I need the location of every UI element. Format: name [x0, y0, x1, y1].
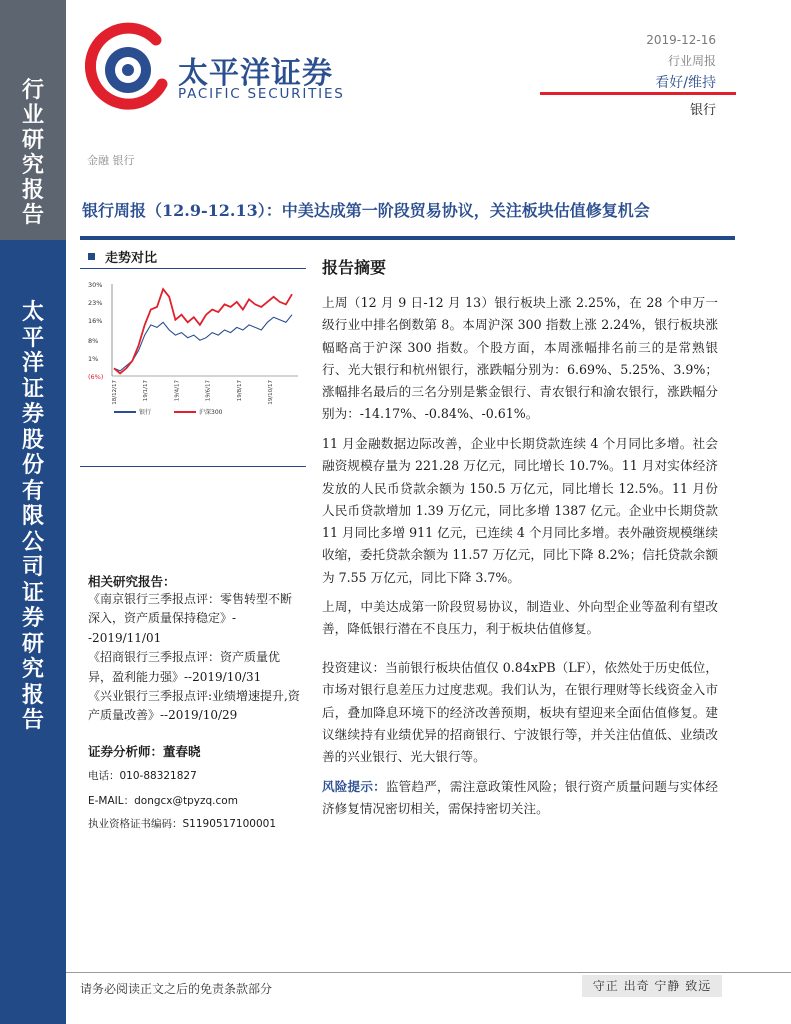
chart-legend-label: 银行	[139, 409, 152, 416]
sidebar-char: 洋	[21, 351, 44, 376]
sidebar-char: 平	[21, 325, 44, 351]
chart-x-tick-label: 19/4/17	[174, 380, 181, 402]
sidebar-char: 告	[21, 708, 44, 733]
sidebar-char: 证	[21, 580, 44, 606]
sidebar-char: 报	[21, 178, 44, 203]
sector-label: 银行	[689, 103, 716, 118]
chart-y-tick-label: 16%	[88, 316, 103, 325]
bullet-square-icon	[88, 253, 95, 260]
sidebar-char: 究	[21, 657, 44, 682]
trend-chart	[86, 274, 304, 424]
sidebar-char: 研	[21, 128, 44, 153]
sidebar-char: 券	[21, 402, 44, 427]
chart-series-line	[114, 289, 292, 373]
pacific-logo-icon	[84, 22, 172, 112]
sidebar-char: 限	[21, 504, 44, 529]
sidebar-char: 司	[21, 555, 44, 580]
chart-x-tick-label: 19/8/17	[236, 380, 243, 402]
sidebar-char: 证	[21, 376, 44, 402]
sidebar-char: 份	[21, 453, 44, 478]
chart-x-tick-label: 19/10/17	[268, 380, 274, 405]
sidebar-char: 股	[21, 427, 44, 453]
related-reports-list	[88, 590, 300, 726]
chart-y-tick-label: 1%	[88, 355, 99, 364]
summary-paragraph: 投资建议：当前银行板块估值仅 0.84xPB（LF），依然处于历史低位，市场对银行息差压力过度悲观。我们认为，在银行理财等长线资金入市后，叠加降息环境下的经济改善预期，板块有望迎来全面估值修复。建议继续持有业绩优异的招商银行、宁波银行等，并关注估值低、业绩改善的兴业银行、光大银行等。	[322, 660, 718, 765]
chart-series-line	[114, 315, 292, 371]
footer-disclaimer: 请务必阅读正文之后的免责条款部分	[80, 982, 273, 996]
summary-paragraph: 11 月金融数据边际改善，企业中长期贷款连续 4 个月同比多增。社会融资规模存量为 221.28 万亿元，同比增长 10.7%。11 月对实体经济发放的人民币贷款余额为 150.5 万亿元，同比增长 12.5%。11 月份人民币贷款增加 1.39 万亿元，同比多增 1387 亿元。企业中长期贷款 11 月同比多增 911 亿元，已连续 4 个月同比多增。表外融资规模继续收缩，委托贷款余额为 11.57 万亿元，同比下降 8.2%；信托贷款余额为 7.55 万亿元，同比下降 3.7%。	[322, 436, 718, 585]
analyst-name: 证券分析师：董春晓	[88, 744, 201, 759]
risk-text: 监管趋严，需注意政策性风险；银行资产质量问题与实体经济修复情况密切相关，需保持密切关注。	[322, 779, 719, 817]
trend-section-bottom-rule	[80, 466, 306, 467]
related-reports-title: 相关研究报告：	[88, 574, 176, 589]
analyst-license: 执业资格证书编码：S1190517100001	[88, 818, 277, 830]
brand-name-en: PACIFIC SECURITIES	[178, 86, 345, 102]
sidebar-char: 报	[21, 682, 44, 708]
sidebar-char: 行	[21, 78, 44, 103]
footer-motto: 守正 出奇 宁静 致远	[582, 975, 722, 997]
chart-legend-label: 沪深300	[199, 409, 223, 416]
header-divider	[540, 92, 736, 95]
chart-x-tick-label: 19/1/17	[143, 380, 150, 402]
sidebar-char: 研	[21, 631, 44, 657]
risk-label: 风险提示：	[322, 779, 386, 794]
chart-y-tick-label: 8%	[88, 337, 99, 346]
chart-y-tick-label: 30%	[88, 281, 103, 289]
report-type: 行业周报	[667, 54, 716, 68]
page-title: 银行周报（12.9-12.13）：中美达成第一阶段贸易协议，关注板块估值修复机会	[82, 201, 650, 220]
summary-paragraph: 上周，中美达成第一阶段贸易协议，制造业、外向型企业等盈利有望改善，降低银行潜在不良压力，利于板块估值修复。	[322, 599, 718, 637]
sidebar-char: 告	[21, 203, 44, 228]
trend-divider	[80, 268, 306, 269]
sidebar-report-category	[0, 80, 66, 230]
related-report-item[interactable]: 《南京银行三季报点评：零售转型不断深入，资产质量保持稳定》--2019/11/01	[88, 592, 293, 645]
chart-x-tick-label: 19/6/17	[205, 380, 212, 402]
trend-heading-label: 走势对比	[105, 251, 158, 266]
chart-x-tick-label: 18/12/17	[112, 380, 118, 405]
analyst-email[interactable]: E-MAIL：dongcx@tpyzq.com	[88, 795, 238, 807]
sidebar-char: 业	[21, 103, 44, 128]
report-date: 2019-12-16	[646, 33, 716, 47]
footer-divider	[66, 972, 791, 973]
summary-heading: 报告摘要	[322, 258, 387, 277]
sidebar-char: 公	[21, 529, 44, 555]
chart-y-tick-label: (6%)	[88, 373, 104, 381]
sidebar-char: 有	[21, 478, 44, 504]
related-report-item[interactable]: 《兴业银行三季报点评:业绩增速提升,资产质量改善》--2019/10/29	[88, 689, 300, 723]
sidebar-company-name	[0, 302, 66, 736]
sidebar-char: 究	[21, 153, 44, 178]
chart-y-tick-label: 23%	[88, 298, 103, 307]
summary-paragraph: 上周（12 月 9 日-12 月 13）银行板块上涨 2.25%，在 28 个申万一级行业中排名倒数第 8。本周沪深 300 指数上涨 2.24%，银行板块涨幅略高于沪深 300 指数。个股方面，本周涨幅排名前三的是常熟银行、光大银行和杭州银行，涨跌幅分别为：6.69%、5.25%、3.9%；涨幅排名最后的三名分别是紫金银行、青农银行和渝农银行，涨跌幅分别为：-14.17%、-0.84%、-0.61%。	[322, 295, 718, 422]
title-divider	[80, 236, 735, 240]
related-report-item[interactable]: 《招商银行三季报点评：资产质量优异，盈利能力强》--2019/10/31	[88, 650, 281, 684]
breadcrumb: 金融 银行	[87, 154, 135, 167]
brand-name-cn: 太平洋证券	[178, 56, 333, 91]
trend-heading	[88, 247, 157, 266]
sidebar-char: 券	[21, 606, 44, 631]
sidebar-char: 太	[21, 300, 44, 325]
analyst-phone: 电话：010-88321827	[88, 770, 197, 782]
rating-badge: 看好/维持	[655, 75, 716, 91]
risk-paragraph	[322, 776, 718, 821]
